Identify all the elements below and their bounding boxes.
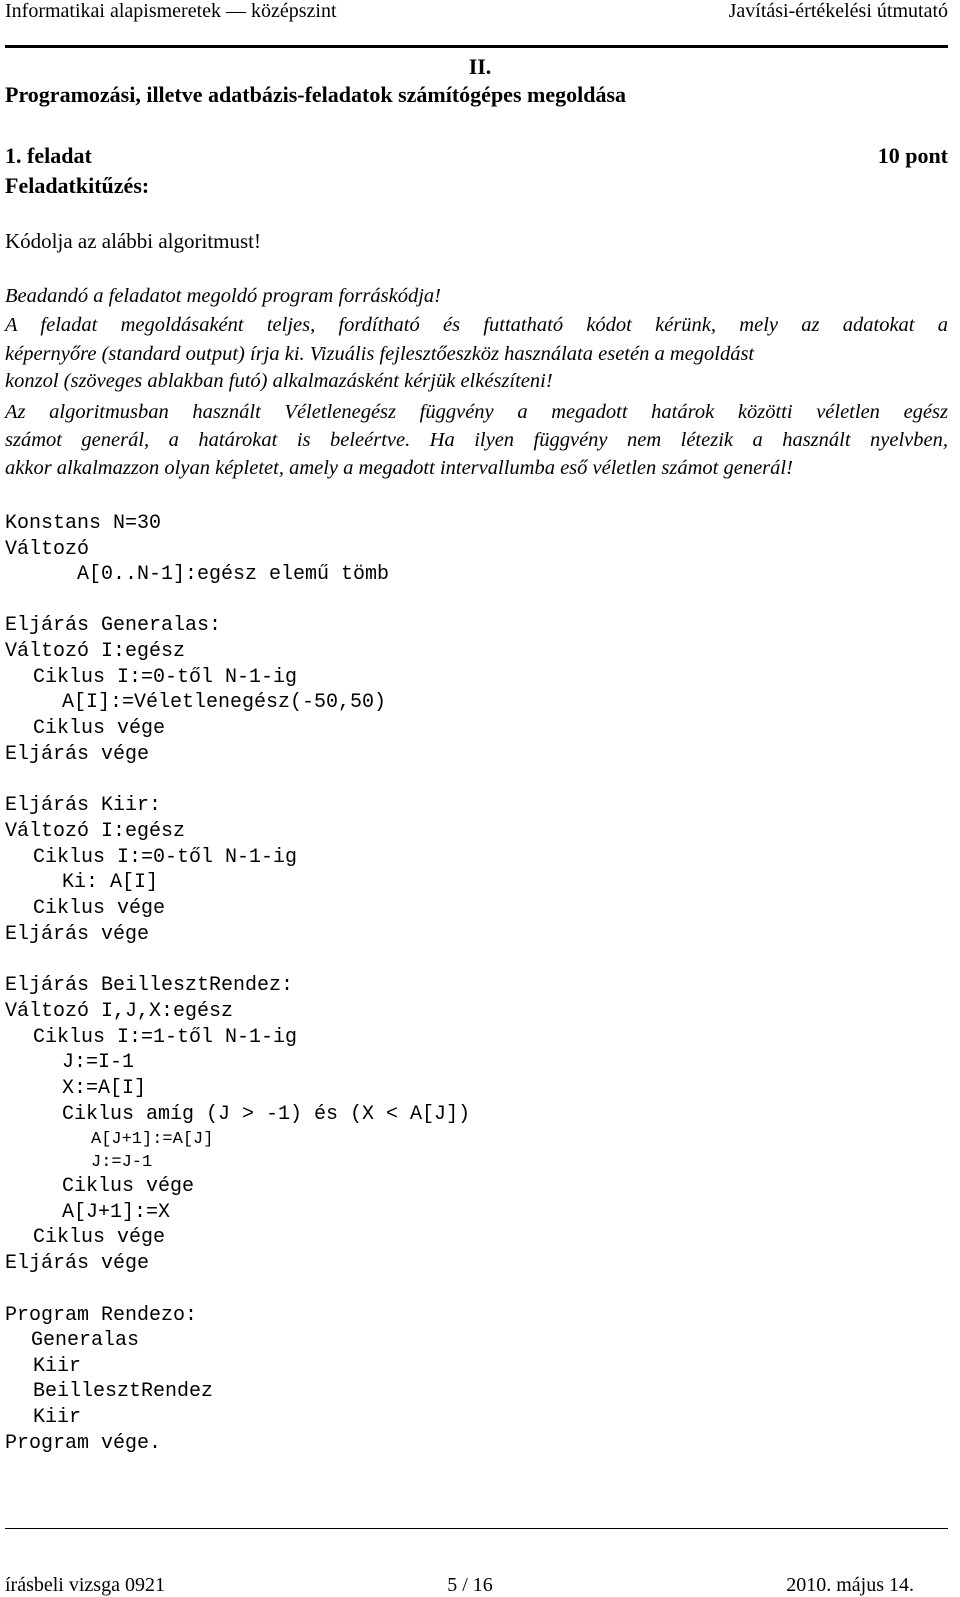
header-rule xyxy=(5,45,948,48)
code-line: Eljárás vége xyxy=(5,923,150,946)
task-points: 10 pont xyxy=(877,143,948,168)
header-right: Javítási-értékelési útmutató xyxy=(728,0,948,22)
task-heading: Feladatkitűzés: xyxy=(5,173,150,198)
requirement-line: konzol (szöveges ablakban futó) alkalmazásként kérjük elkészíteni! xyxy=(5,370,553,392)
code-line: Eljárás Generalas: xyxy=(5,614,222,637)
code-line: A[0..N-1]:egész elemű tömb xyxy=(77,563,390,586)
code-line: Kiir xyxy=(33,1355,82,1378)
code-line: Eljárás vége xyxy=(5,1252,150,1275)
code-line: A[J+1]:=X xyxy=(62,1201,171,1224)
code-line: Konstans N=30 xyxy=(5,512,162,535)
section-title: Programozási, illetve adatbázis-feladatok számítógépes megoldása xyxy=(5,82,627,107)
code-line: Program Rendezo: xyxy=(5,1304,198,1327)
code-line: Eljárás Kiir: xyxy=(5,794,162,817)
code-line: Változó I:egész xyxy=(5,640,186,663)
code-line: J:=J-1 xyxy=(91,1153,153,1172)
code-line: Generalas xyxy=(31,1329,140,1352)
code-line: Eljárás vége xyxy=(5,743,150,766)
footer-date: 2010. május 14. xyxy=(786,1574,914,1596)
code-line: X:=A[I] xyxy=(62,1077,147,1100)
code-line: A[I]:=Véletlenegész(-50,50) xyxy=(62,691,387,714)
code-line: Ciklus vége xyxy=(33,1226,166,1249)
code-line: Változó I,J,X:egész xyxy=(5,1000,234,1023)
footer-left: írásbeli vizsga 0921 xyxy=(5,1574,165,1596)
code-line: J:=I-1 xyxy=(62,1051,135,1074)
requirement-line: Beadandó a feladatot megoldó program forráskódja! xyxy=(5,285,441,307)
code-line: Ciklus vége xyxy=(62,1175,195,1198)
requirement-line: képernyőre (standard output) írja ki. Vizuális fejlesztőeszköz használata esetén a megoldást xyxy=(5,343,755,365)
code-line: BeillesztRendez xyxy=(33,1380,214,1403)
code-line: Kiir xyxy=(33,1406,82,1429)
code-line: Eljárás BeillesztRendez: xyxy=(5,974,294,997)
code-line: A[J+1]:=A[J] xyxy=(91,1130,214,1149)
code-line: Program vége. xyxy=(5,1432,162,1455)
task-name: 1. feladat xyxy=(5,143,92,168)
code-line: Ciklus vége xyxy=(33,897,166,920)
task-instruction: Kódolja az alábbi algoritmust! xyxy=(5,229,262,253)
requirement-line: akkor alkalmazzon olyan képletet, amely a megadott intervallumba eső véletlen számot generál! xyxy=(5,457,793,479)
code-line: Ciklus I:=0-től N-1-ig xyxy=(33,666,298,689)
code-line: Ciklus vége xyxy=(33,717,166,740)
code-line: Ciklus I:=1-től N-1-ig xyxy=(33,1026,298,1049)
code-line: Ki: A[I] xyxy=(62,871,159,894)
code-line: Változó I:egész xyxy=(5,820,186,843)
requirement-line: számot generál, a határokat is beleértve. Ha ilyen függvény nem létezik a használt nyelvben, xyxy=(5,429,948,451)
code-line: Változó xyxy=(5,538,90,561)
requirement-line: A feladat megoldásaként teljes, fordítható és futtatható kódot kérünk, mely az adatokat a xyxy=(5,314,948,336)
footer-page: 5 / 16 xyxy=(447,1574,493,1596)
code-line: Ciklus I:=0-től N-1-ig xyxy=(33,846,298,869)
section-number: II. xyxy=(468,54,492,79)
requirement-line: Az algoritmusban használt Véletlenegész függvény a megadott határok közötti véletlen egész xyxy=(5,401,948,423)
header-left: Informatikai alapismeretek — középszint xyxy=(5,0,337,22)
footer-rule xyxy=(5,1528,948,1529)
code-line: Ciklus amíg (J > -1) és (X < A[J]) xyxy=(62,1103,471,1126)
